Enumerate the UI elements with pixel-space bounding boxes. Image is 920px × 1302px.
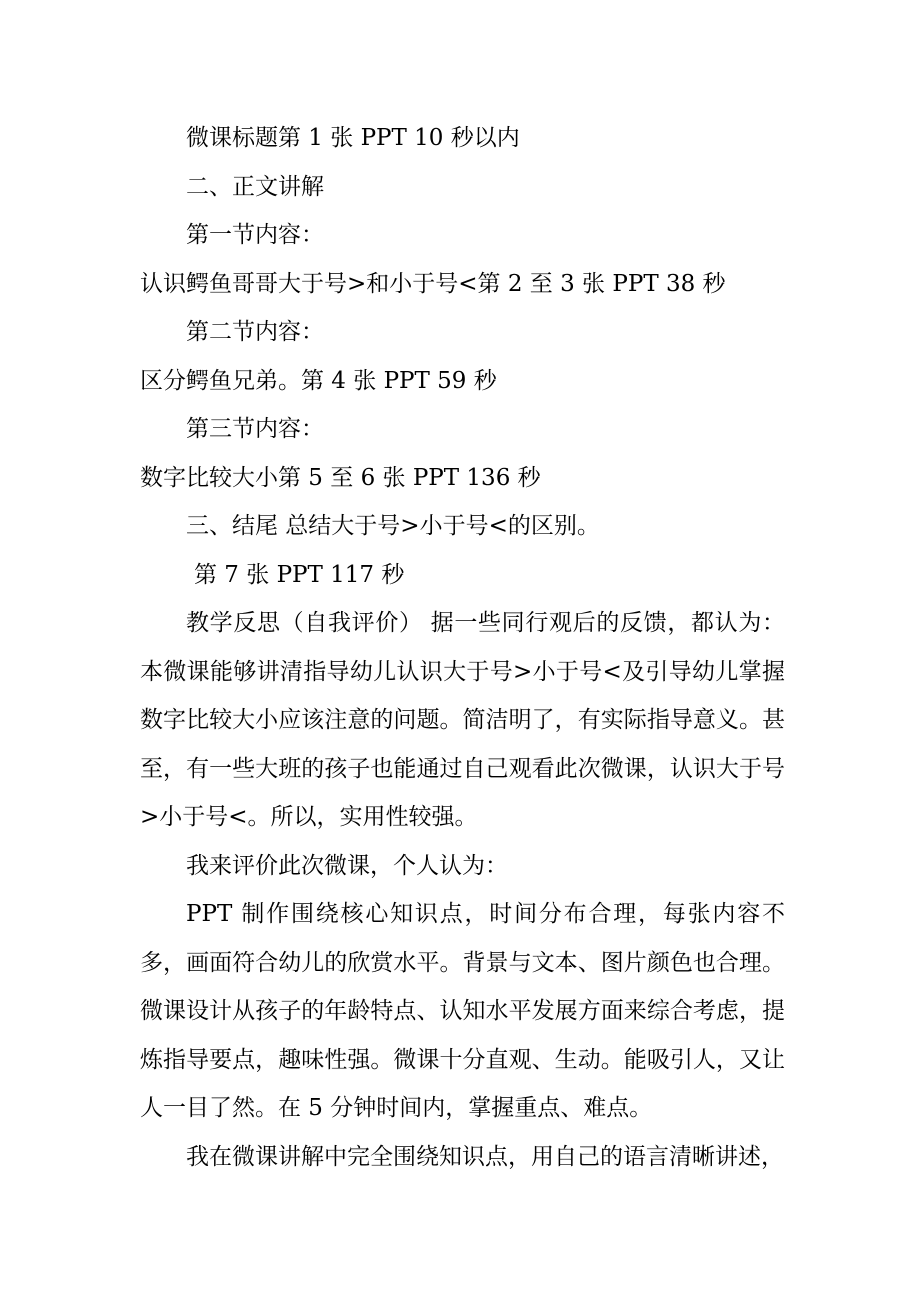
text-line-section-1: 认识鳄鱼哥哥大于号>和小于号<第 2 至 3 张 PPT 38 秒	[140, 270, 726, 297]
paragraph-ppt-evaluation: PPT 制作围绕核心知识点，时间分布合理，每张内容不多，画面符合幼儿的欣赏水平。背景与文本、图片颜色也合理。微课设计从孩子的年龄特点、认知水平发展方面来综合考虑，提炼指导要点，趣味性强。微课十分直观、生动。能吸引人，又让人一目了然。在 5 分钟时间内，掌握重点、难点。	[140, 901, 785, 1121]
text-line-section-3: 数字比较大小第 5 至 6 张 PPT 136 秒	[140, 464, 541, 491]
text-line-slide-1: 微课标题第 1 张 PPT 10 秒以内	[186, 125, 520, 151]
paragraph-self-evaluation-intro: 我来评价此次微课，个人认为：	[186, 852, 508, 879]
document-body	[140, 114, 785, 1181]
subsection-heading-3: 第三节内容：	[186, 416, 324, 442]
paragraph-explanation: 我在微课讲解中完全围绕知识点，用自己的语言清晰讲述，	[186, 1143, 784, 1170]
text-line-slide-7: 第 7 张 PPT 117 秒	[194, 561, 405, 588]
subsection-heading-1: 第一节内容：	[186, 222, 324, 248]
section-heading-main: 二、正文讲解	[186, 173, 324, 200]
paragraph-reflection: 教学反思（自我评价） 据一些同行观后的反馈，都认为：本微课能够讲清指导幼儿认识大于号>小于号<及引导幼儿掌握数字比较大小应该注意的问题。简洁明了，有实际指导意义。甚至，有一些大班的孩子也能通过自己观看此次微课，认识大于号>小于号<。所以，实用性较强。	[140, 610, 785, 830]
section-heading-ending: 三、结尾 总结大于号>小于号<的区别。	[186, 513, 600, 539]
subsection-heading-2: 第二节内容：	[186, 319, 324, 345]
text-line-section-2: 区分鳄鱼兄弟。第 4 张 PPT 59 秒	[140, 367, 497, 394]
